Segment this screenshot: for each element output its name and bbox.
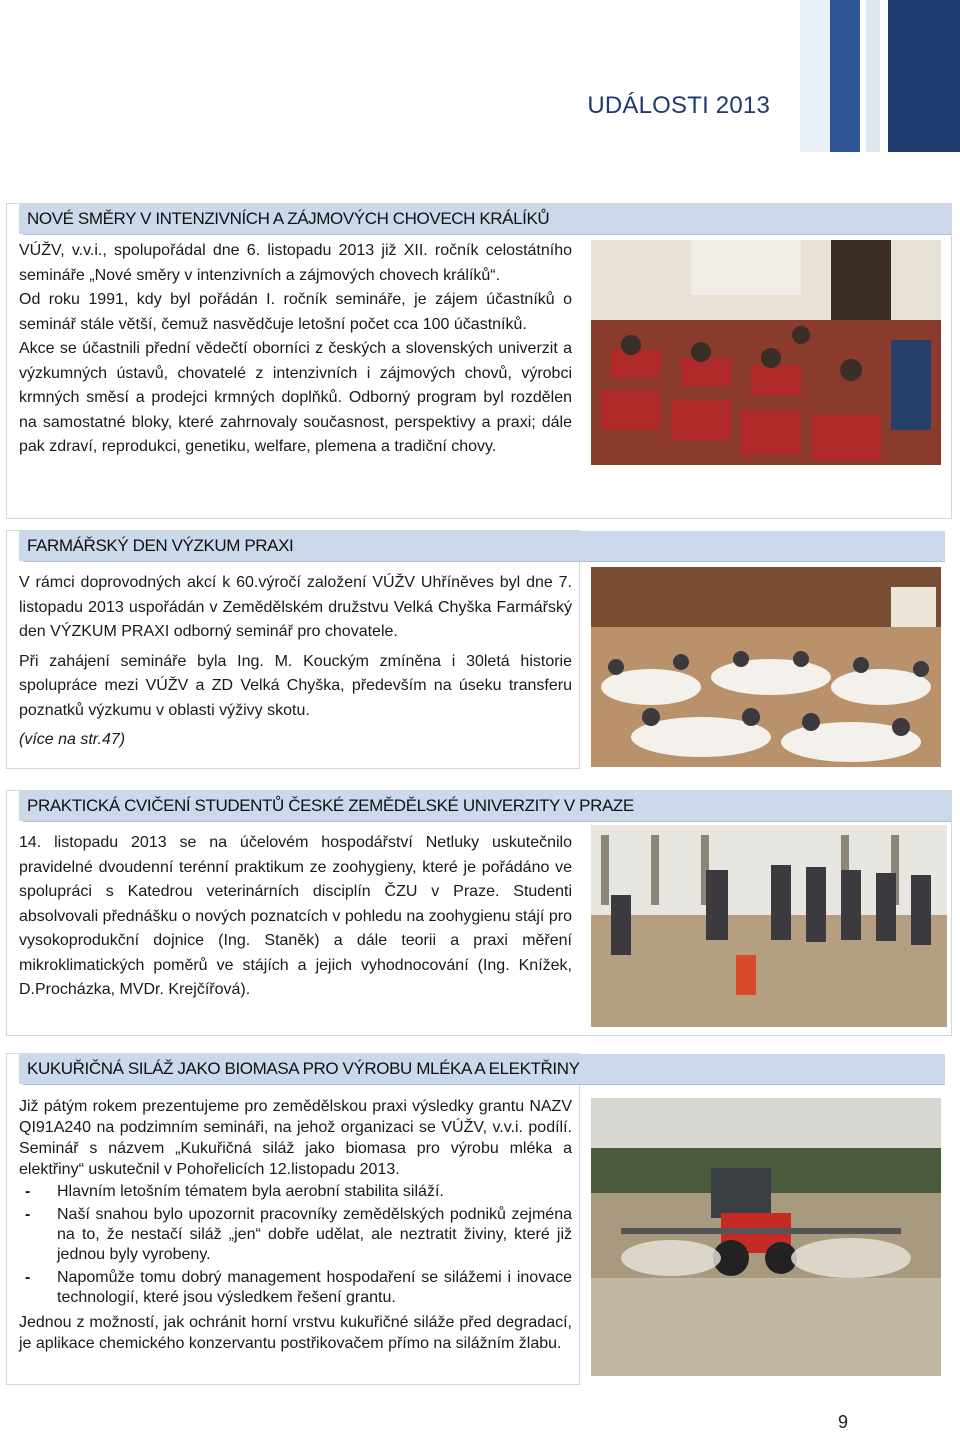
paragraph: VÚŽV, v.v.i., spolupořádal dne 6. listopadu 2013 již XII. ročník celostátního semináře „Nové směry v intenzivních a zájmových chovech králíků“. bbox=[19, 242, 572, 284]
section-text bbox=[19, 1096, 572, 1354]
header-decor-bar bbox=[866, 0, 880, 152]
paragraph: V rámci doprovodných akcí k 60.výročí založení VÚŽV Uhříněves byl dne 7. listopadu 2013 uspořádán v Zemědělském družstvu Velká Chyška Farmářský den VÝZKUM PRAXI odborný seminář pro chovatele. bbox=[19, 574, 572, 640]
paragraph: (více na str.47) bbox=[19, 731, 126, 748]
section-corn-silage bbox=[6, 1053, 580, 1385]
list-item: - Napomůže tomu dobrý management hospodaření se silážemi i inovace technologií, které jsou výsledkem řešení grantu. bbox=[25, 1269, 572, 1306]
page-number: 9 bbox=[838, 1412, 849, 1432]
seminar-audience-photo bbox=[591, 240, 941, 465]
list-item: - Hlavním letošním tématem byla aerobní stabilita siláží. bbox=[25, 1183, 444, 1200]
students-barn-photo bbox=[591, 825, 947, 1027]
section-farmers-day bbox=[6, 530, 580, 769]
section-heading: KUKUŘIČNÁ SILÁŽ JAKO BIOMASA PRO VÝROBU MLÉKA A ELEKTŘINY bbox=[19, 1054, 945, 1084]
paragraph: Od roku 1991, kdy byl pořádán I. ročník semináře, je zájem účastníků o seminář stále větší, čemuž nasvědčuje letošní počet cca 100 účastníků. bbox=[19, 291, 572, 333]
page-header-title: UDÁLOSTI 2013 bbox=[587, 92, 770, 119]
bullet-list bbox=[19, 1182, 572, 1308]
tractor-sprayer-photo bbox=[591, 1098, 941, 1376]
section-text bbox=[19, 831, 572, 1003]
list-item: - Naší snahou bylo upozornit pracovníky zemědělských podniků zejména na to, že nestačí siláž „jen“ dobře udělat, ale neztratit živiny, které již jednou byly vyrobeny. bbox=[25, 1206, 572, 1263]
paragraph: Při zahájení semináře byla Ing. M. Kouckým zmíněna i 30letá historie spolupráce mezi VÚŽV a ZD Velká Chyška, především na úseku transferu poznatků výzkumu v oblasti výživy skotu. bbox=[19, 652, 572, 719]
farmers-day-hall-photo bbox=[591, 567, 941, 767]
paragraph: Akce se účastnili přední vědečtí oborníci z českých a slovenských univerzit a výzkumných ústavů, chovatelé z intenzivních i zájmových chovů, výrobci krmných směsí a prodejci krmných doplňků. Odborný program byl rozdělen na samostatné bloky, které zahrnovaly současnost, perspektivy a praxi; dále pak zdraví, reprodukci, genetiku, welfare, plemena a tradiční chovy. bbox=[19, 340, 572, 455]
header-decor-bar bbox=[888, 0, 960, 152]
section-text bbox=[19, 571, 572, 753]
section-text bbox=[19, 239, 572, 460]
section-heading: NOVÉ SMĚRY V INTENZIVNÍCH A ZÁJMOVÝCH CHOVECH KRÁLÍKŮ bbox=[19, 204, 951, 234]
section-heading: PRAKTICKÁ CVIČENÍ STUDENTŮ ČESKÉ ZEMĚDĚLSKÉ UNIVERZITY V PRAZE bbox=[19, 791, 951, 821]
paragraph: 14. listopadu 2013 se na účelovém hospodářství Netluky uskutečnilo pravidelné dvoudenní terénní praktikum ze zoohygieny, které je pořádáno ve spolupráci s Katedrou veterinárních disciplín ČZU v Praze. Studenti absolvovali přednášku o nových poznatcích v pohledu na zoohygienu stájí pro vysokoprodukční dojnice (Ing. Staněk) a dále teorii a praxi měření mikroklimatických poměrů ve stájích a jejich vyhodnocování (Ing. Knížek, D.Procházka, MVDr. Krejčířová). bbox=[19, 834, 572, 998]
header-decor-bar bbox=[800, 0, 830, 152]
paragraph: Jednou z možností, jak ochránit horní vrstvu kukuřičné siláže před degradací, je aplikace chemického konzervantu postřikovačem přímo na silážním žlabu. bbox=[19, 1314, 572, 1352]
header-decor-bar bbox=[830, 0, 860, 152]
paragraph: Již pátým rokem prezentujeme pro zemědělskou praxi výsledky grantu NAZV QI91A240 na podzimním semináři, na jehož organizaci se VÚŽV, v.v.i. podílí. Seminář s názvem „Kukuřičná siláž jako biomasa pro výrobu mléka a elektřiny“ uskutečnil v Pohořelicích 12.listopadu 2013. bbox=[19, 1098, 572, 1178]
section-heading: FARMÁŘSKÝ DEN VÝZKUM PRAXI bbox=[19, 531, 945, 561]
